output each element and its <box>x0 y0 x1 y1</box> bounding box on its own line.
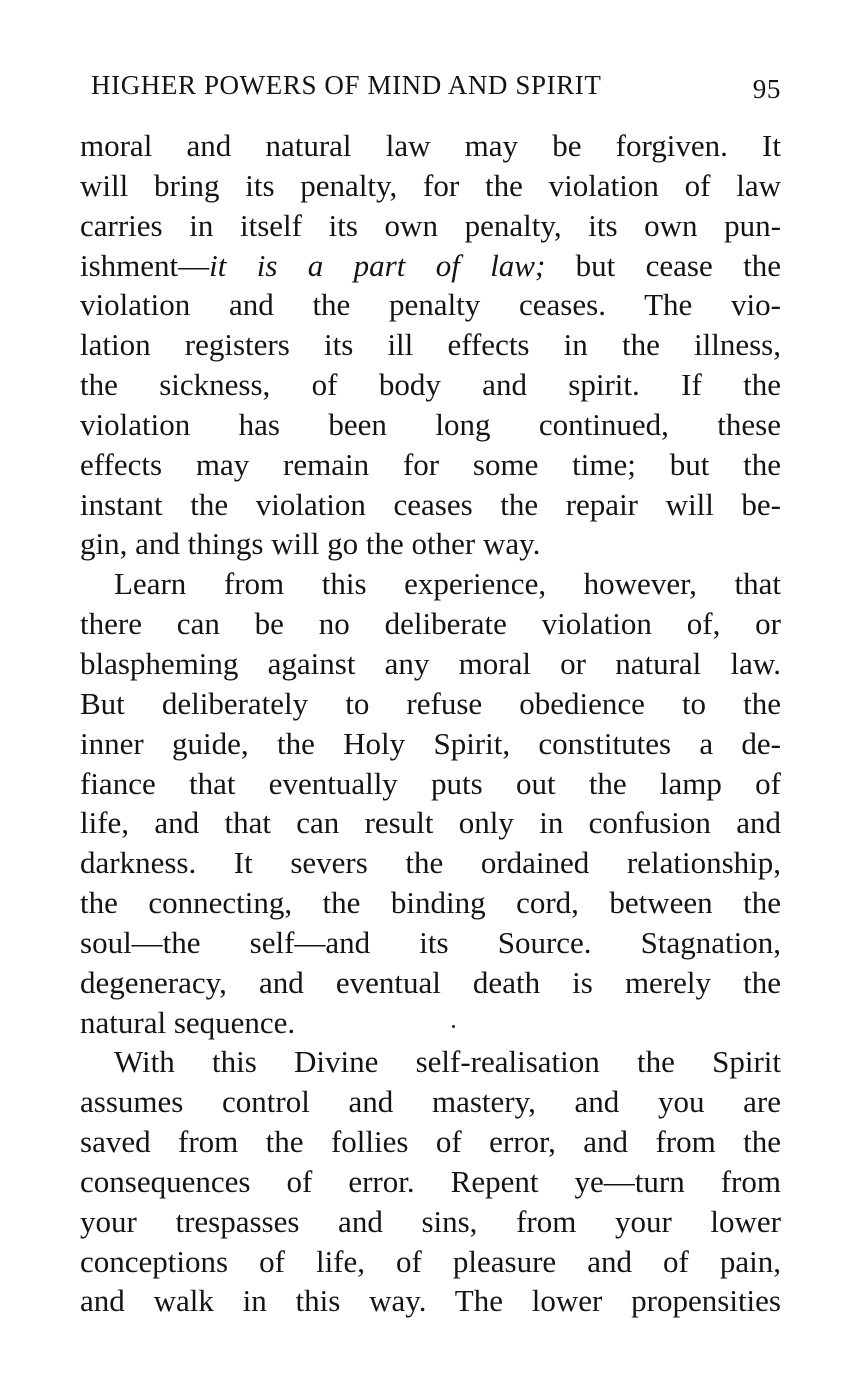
text-line: carries in itself its own penalty, its own pun- <box>80 207 781 243</box>
text-line: there can be no deliberate violation of, or <box>80 606 781 642</box>
paragraph-first-line: Learn from this experience, however, that <box>114 566 781 602</box>
text-line: consequences of error. Repent ye—turn from <box>80 1163 781 1199</box>
text-line: will bring its penalty, for the violation of law <box>80 167 781 203</box>
text-line: natural sequence. <box>80 1004 296 1040</box>
body-text <box>80 126 781 1321</box>
italic-phrase: it is a part of law; <box>209 247 546 283</box>
text-line: your trespasses and sins, from your lower <box>80 1203 781 1239</box>
text-line: the connecting, the binding cord, between the <box>80 885 781 921</box>
text-line: saved from the follies of error, and from the <box>80 1124 781 1160</box>
text-line: soul—the self—and its Source. Stagnation, <box>80 924 781 960</box>
text-line: violation and the penalty ceases. The vio- <box>80 287 781 323</box>
text-run: ishment— <box>80 247 210 283</box>
ink-speck <box>452 1025 455 1028</box>
paragraph-first-line: With this Divine self-realisation the Spirit <box>114 1044 781 1080</box>
running-head-title: HIGHER POWERS OF MIND AND SPIRIT <box>91 70 602 100</box>
text-line: the sickness, of body and spirit. If the <box>80 367 781 403</box>
text-line: But deliberately to refuse obedience to the <box>80 685 781 721</box>
text-line: moral and natural law may be forgiven. It <box>80 128 781 163</box>
text-line: instant the violation ceases the repair will be- <box>80 486 781 522</box>
text-line: assumes control and mastery, and you are <box>80 1084 781 1120</box>
text-line: lation registers its ill effects in the illness, <box>80 327 781 363</box>
text-line <box>80 246 781 286</box>
text-run: but cease the <box>545 247 781 283</box>
text-line: violation has been long continued, these <box>80 406 781 442</box>
text-line: gin, and things will go the other way. <box>80 526 541 562</box>
text-line: and walk in this way. The lower propensities <box>80 1283 781 1319</box>
text-line: life, and that can result only in confusion and <box>80 805 781 841</box>
text-line: fiance that eventually puts out the lamp of <box>80 765 781 801</box>
running-head <box>91 70 781 110</box>
text-line: effects may remain for some time; but the <box>80 446 781 482</box>
text-line: blaspheming against any moral or natural law. <box>80 645 781 681</box>
text-line: degeneracy, and eventual death is merely the <box>80 964 781 1000</box>
text-line: conceptions of life, of pleasure and of pain, <box>80 1243 781 1279</box>
text-line: inner guide, the Holy Spirit, constitutes a de- <box>80 725 781 761</box>
page-number: 95 <box>752 74 781 104</box>
text-line: darkness. It severs the ordained relationship, <box>80 845 781 881</box>
